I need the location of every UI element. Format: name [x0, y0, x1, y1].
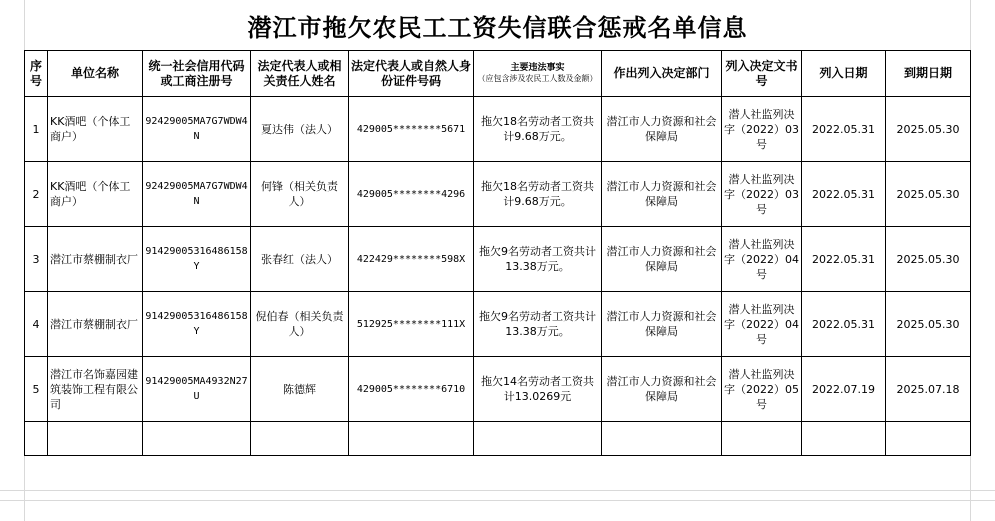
grid-line — [0, 500, 995, 501]
empty-cell — [474, 422, 602, 456]
cell-doc-no: 潜人社监列决字（2022）03号 — [722, 97, 802, 162]
header-credit-code: 统一社会信用代码或工商注册号 — [143, 51, 251, 97]
header-rep-name: 法定代表人或相关责任人姓名 — [251, 51, 349, 97]
cell-due-date: 2025.05.30 — [886, 227, 971, 292]
cell-unit: 潜江市名饰嘉园建筑装饰工程有限公司 — [48, 357, 143, 422]
header-unit: 单位名称 — [48, 51, 143, 97]
cell-rep-name: 何锋（相关负责人） — [251, 162, 349, 227]
cell-doc-no: 潜人社监列决字（2022）04号 — [722, 292, 802, 357]
cell-dept: 潜江市人力资源和社会保障局 — [602, 357, 722, 422]
header-seq: 序号 — [25, 51, 48, 97]
table-row — [25, 292, 971, 357]
header-doc-no: 列入决定文书号 — [722, 51, 802, 97]
cell-facts: 拖欠9名劳动者工资共计13.38万元。 — [474, 292, 602, 357]
cell-doc-no: 潜人社监列决字（2022）05号 — [722, 357, 802, 422]
cell-due-date: 2025.05.30 — [886, 97, 971, 162]
cell-dept: 潜江市人力资源和社会保障局 — [602, 162, 722, 227]
cell-rep-name: 夏达伟（法人） — [251, 97, 349, 162]
cell-facts: 拖欠14名劳动者工资共计13.0269元 — [474, 357, 602, 422]
blacklist-table — [24, 50, 971, 456]
empty-cell — [143, 422, 251, 456]
cell-credit-code: 91429005MA4932N27U — [143, 357, 251, 422]
cell-seq: 3 — [25, 227, 48, 292]
cell-dept: 潜江市人力资源和社会保障局 — [602, 292, 722, 357]
cell-rep-name: 倪伯春（相关负责人） — [251, 292, 349, 357]
cell-credit-code: 91429005316486158Y — [143, 292, 251, 357]
grid-line — [0, 490, 995, 491]
cell-doc-no: 潜人社监列决字（2022）04号 — [722, 227, 802, 292]
cell-seq: 4 — [25, 292, 48, 357]
cell-id-number: 422429********598X — [349, 227, 474, 292]
empty-cell — [48, 422, 143, 456]
empty-cell — [349, 422, 474, 456]
cell-facts: 拖欠9名劳动者工资共计13.38万元。 — [474, 227, 602, 292]
cell-id-number: 429005********6710 — [349, 357, 474, 422]
table-row — [25, 227, 971, 292]
cell-unit: 潜江市蔡棚制衣厂 — [48, 227, 143, 292]
cell-in-date: 2022.05.31 — [802, 227, 886, 292]
cell-in-date: 2022.05.31 — [802, 162, 886, 227]
document-title: 潜江市拖欠农民工工资失信联合惩戒名单信息 — [247, 13, 748, 42]
cell-rep-name: 陈德辉 — [251, 357, 349, 422]
cell-dept: 潜江市人力资源和社会保障局 — [602, 97, 722, 162]
cell-rep-name: 张春红（法人） — [251, 227, 349, 292]
cell-due-date: 2025.05.30 — [886, 292, 971, 357]
cell-due-date: 2025.07.18 — [886, 357, 971, 422]
empty-cell — [802, 422, 886, 456]
cell-credit-code: 92429005MA7G7WDW4N — [143, 162, 251, 227]
table-row — [25, 162, 971, 227]
cell-seq: 2 — [25, 162, 48, 227]
cell-facts: 拖欠18名劳动者工资共计9.68万元。 — [474, 162, 602, 227]
cell-unit: 潜江市蔡棚制衣厂 — [48, 292, 143, 357]
header-id-number: 法定代表人或自然人身份证件号码 — [349, 51, 474, 97]
header-facts-note: （应包含涉及农民工人数及金额） — [477, 74, 598, 83]
cell-id-number: 429005********5671 — [349, 97, 474, 162]
header-in-date: 列入日期 — [802, 51, 886, 97]
cell-dept: 潜江市人力资源和社会保障局 — [602, 227, 722, 292]
empty-cell — [602, 422, 722, 456]
cell-in-date: 2022.05.31 — [802, 97, 886, 162]
table-row — [25, 357, 971, 422]
cell-doc-no: 潜人社监列决字（2022）03号 — [722, 162, 802, 227]
cell-unit: KK酒吧（个体工商户） — [48, 97, 143, 162]
cell-credit-code: 92429005MA7G7WDW4N — [143, 97, 251, 162]
cell-id-number: 512925********111X — [349, 292, 474, 357]
table-row — [25, 97, 971, 162]
cell-seq: 1 — [25, 97, 48, 162]
cell-id-number: 429005********4296 — [349, 162, 474, 227]
cell-seq: 5 — [25, 357, 48, 422]
header-facts-label: 主要违法事实 — [510, 63, 565, 73]
cell-facts: 拖欠18名劳动者工资共计9.68万元。 — [474, 97, 602, 162]
cell-unit: KK酒吧（个体工商户） — [48, 162, 143, 227]
empty-cell — [722, 422, 802, 456]
cell-credit-code: 91429005316486158Y — [143, 227, 251, 292]
cell-in-date: 2022.05.31 — [802, 292, 886, 357]
cell-due-date: 2025.05.30 — [886, 162, 971, 227]
empty-cell — [25, 422, 48, 456]
header-dept: 作出列入决定部门 — [602, 51, 722, 97]
empty-cell — [251, 422, 349, 456]
header-facts — [474, 51, 602, 97]
header-row — [25, 51, 971, 97]
cell-in-date: 2022.07.19 — [802, 357, 886, 422]
empty-row — [25, 422, 971, 456]
empty-cell — [886, 422, 971, 456]
header-due-date: 到期日期 — [886, 51, 971, 97]
